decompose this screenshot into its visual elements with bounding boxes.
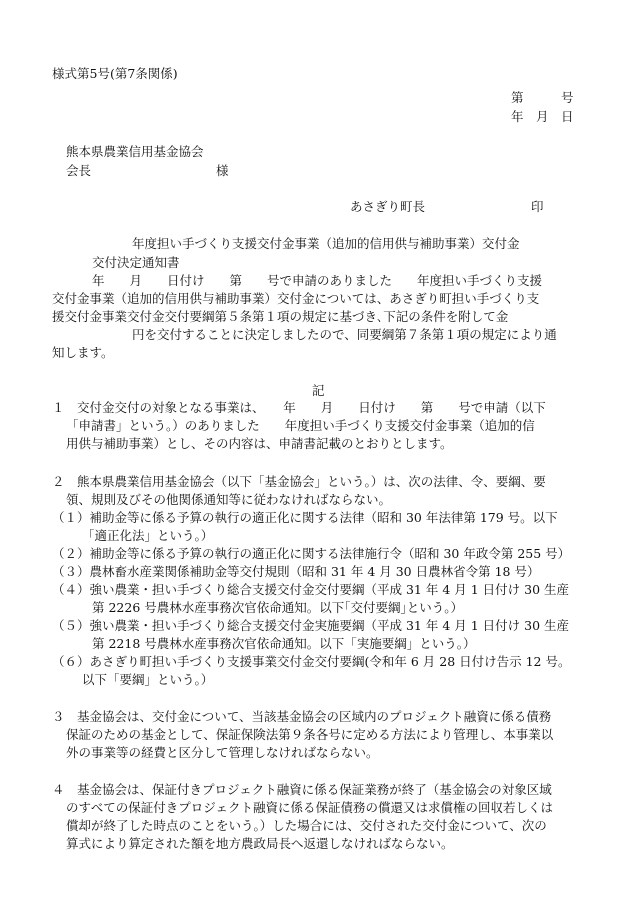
sender-name: あさぎり町長 (350, 199, 426, 214)
item-2-sub-4-line-1: （４）強い農業・担い手づくり総合支援交付金交付要綱（平成 31 年 4 月 1 日付け 30 生産 (52, 582, 570, 597)
item-3-line-2: 保証のための基金として、保証保険法第９条各号に定める方法により管理し、本事業以 (66, 727, 554, 742)
item-4-line-2: のすべての保証付きプロジェクト融資に係る保証債務の償還又は求償権の回収若しくは (66, 800, 554, 815)
item-3-line-3: 外の事業等の経費と区分して管理しなければならない。 (66, 745, 379, 760)
notice-heading-line-1: 年度担い手づくり支援交付金事業（追加的信用供与補助事業）交付金 (132, 236, 520, 251)
item-2-sub-4-line-2: 第 2226 号農林水産事務次官依命通知。以下｢交付要綱｣という。） (92, 600, 464, 615)
item-2-sub-1-line-2: 「適正化法」という。） (82, 528, 214, 543)
ki-heading: 記 (312, 383, 325, 398)
seal-mark: 印 (531, 199, 544, 214)
form-title: 様式第5号(第7条関係) (52, 66, 178, 81)
item-2-line-2: 領、規則及びその他関係通知等に従わなければならない。 (66, 492, 392, 507)
intro-line-5: 知します。 (52, 345, 114, 360)
item-1-line-1: １ 交付金交付の対象となる事業は、 年 月 日付け 第 号で申請（以下 (52, 400, 546, 415)
intro-line-3: 援交付金事業交付金交付要綱第５条第１項の規定に基づき､下記の条件を附して金 (52, 309, 509, 324)
intro-line-4: 円を交付することに決定しましたので、同要綱第７条第１項の規定により通 (132, 327, 557, 342)
intro-line-1: 年 月 日付け 第 号で申請のありました 年度担い手づくり支援 (92, 273, 543, 288)
item-2-sub-6-line-1: （６）あさぎり町担い手づくり支援事業交付金交付要綱(令和年 6 月 28 日付け告示 12 号。 (52, 654, 571, 669)
document-number: 第 号 (511, 90, 574, 105)
intro-line-2: 交付金事業（追加的信用供与補助事業）交付金については、あさぎり町担い手づくり支 (52, 291, 540, 306)
item-2-sub-5-line-2: 第 2218 号農林水産事務次官依命通知。以下「実施要綱」という。） (92, 636, 476, 651)
addressee-title: 会長 様 (66, 163, 229, 178)
item-2-sub-5-line-1: （５）強い農業・担い手づくり総合支援交付金実施要綱（平成 31 年 4 月 1 日付け 30 生産 (52, 618, 570, 633)
addressee-org: 熊本県農業信用基金協会 (66, 144, 204, 159)
item-2-sub-6-line-2: 以下「要綱」という。） (82, 672, 214, 687)
document-date: 年 月 日 (511, 109, 574, 124)
item-2-sub-3: （３）農林畜水産業関係補助金等交付規則（昭和 31 年 4 月 30 日農林省令第 18 号） (52, 564, 540, 579)
item-2-sub-1-line-1: （１）補助金等に係る予算の執行の適正化に関する法律（昭和 30 年法律第 179 号。以下 (52, 510, 558, 525)
notice-heading-line-2: 交付決定通知書 (92, 255, 180, 270)
item-2-line-1: ２ 熊本県農業信用基金協会（以下「基金協会」という。）は、次の法律、令、要綱、要 (52, 474, 546, 489)
item-4-line-4: 算式により算定された額を地方農政局長へ返還しなければならない。 (66, 836, 454, 851)
item-4-line-3: 償却が終了した時点のことをいう。）した場合には、交付された交付金について、次の (66, 818, 547, 833)
item-1-line-3: 用供与補助事業）とし、その内容は、申請書記載のとおりとします。 (66, 436, 453, 451)
item-1-line-2: 「申請書」という。）のありました 年度担い手づくり支援交付金事業（追加的信 (66, 418, 535, 433)
item-4-line-1: ４ 基金協会は、保証付きプロジェクト融資に係る保証業務が終了（基金協会の対象区域 (52, 782, 552, 797)
item-3-line-1: ３ 基金協会は、交付金について、当該基金協会の区域内のプロジェクト融資に係る債務 (52, 709, 552, 724)
item-2-sub-2: （２）補助金等に係る予算の執行の適正化に関する法律施行令（昭和 30 年政令第 255 号） (52, 546, 571, 561)
